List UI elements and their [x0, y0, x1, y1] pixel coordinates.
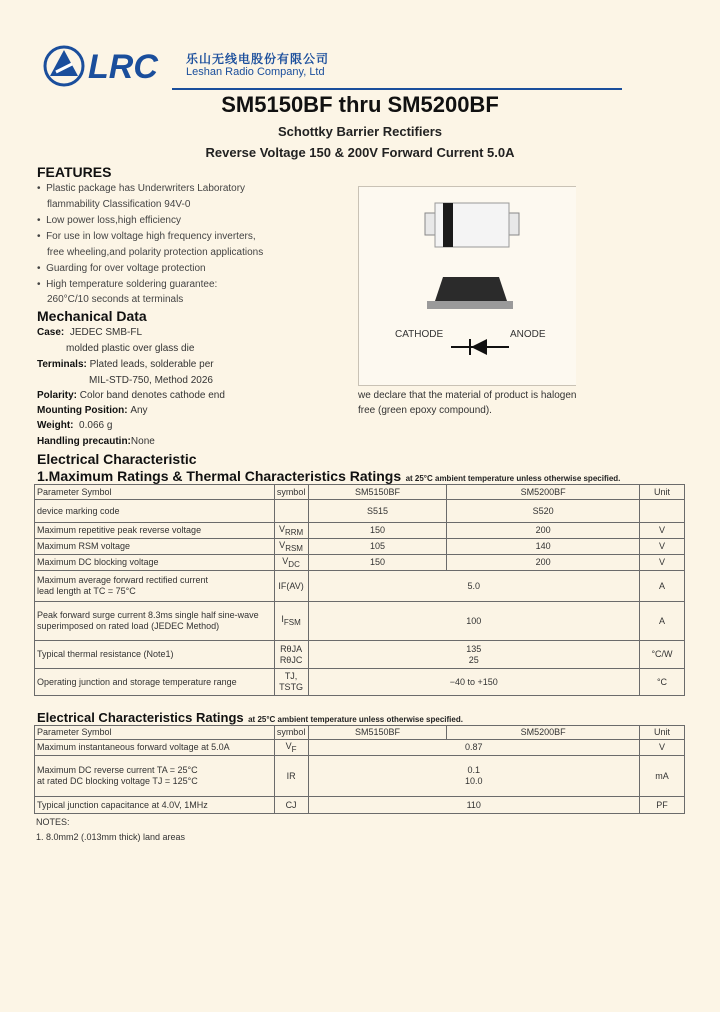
table-row: Maximum RSM voltage $V_{RSM}$ 105 140 V — [35, 539, 685, 555]
company-name-cn: 乐山无线电股份有限公司 — [186, 52, 330, 66]
notes-heading: NOTES: — [36, 817, 70, 827]
table-row: Maximum average forward rectified current lead length at TC = 75°C IF(AV) 5.0 A — [35, 571, 685, 602]
logo-text: LRC — [88, 48, 158, 86]
table-header-row: Parameter Symbol symbol SM5150BF SM5200BF Unit — [35, 726, 685, 740]
feature-item: • Guarding for over voltage protection — [37, 263, 206, 274]
note-1: 1. 8.0mm2 (.013mm thick) land areas — [36, 832, 186, 842]
package-drawing — [358, 186, 576, 386]
mech-weight: Weight: 0.066 g — [37, 420, 113, 431]
mech-handling: Handling precautin:None — [37, 436, 155, 447]
table1-heading: 1.Maximum Ratings & Thermal Characteristics Ratings at 25°C ambient temperature unless otherwise specified. — [37, 468, 621, 484]
page-subtitle-ratings: Reverse Voltage 150 & 200V Forward Current 5.0A — [205, 145, 515, 160]
electrical-ratings-table — [34, 725, 685, 814]
feature-item: • Low power loss,high efficiency — [37, 215, 181, 226]
table-row: Maximum instantaneous forward voltage at 5.0A $V_F$ 0.87 V — [35, 740, 685, 756]
feature-item: free wheeling,and polarity protection applications — [47, 247, 264, 258]
anode-label: ANODE — [510, 329, 546, 340]
header-rule — [172, 88, 622, 90]
feature-item: flammability Classification 94V-0 — [47, 199, 191, 210]
table-row: Maximum repetitive peak reverse voltage $V_{RRM}$ 150 200 V — [35, 523, 685, 539]
feature-item: • For use in low voltage high frequency inverters, — [37, 231, 256, 242]
feature-item: 260°C/10 seconds at terminals — [47, 294, 184, 305]
cathode-label: CATHODE — [395, 329, 444, 340]
table-row: Maximum DC blocking voltage $V_{DC}$ 150 200 V — [35, 555, 685, 571]
mech-terminals-detail: MIL-STD-750, Method 2026 — [89, 375, 213, 386]
page-title: SM5150BF thru SM5200BF — [221, 92, 499, 117]
mech-terminals: Terminals: Plated leads, solderable per — [37, 359, 214, 370]
smb-fl-package-icon — [359, 187, 576, 385]
halogen-free-note-cont: free (green epoxy compound). — [358, 405, 492, 416]
table2-heading: Electrical Characteristics Ratings at 25°C ambient temperature unless otherwise specified. — [37, 710, 463, 725]
page-subtitle: Schottky Barrier Rectifiers — [277, 124, 442, 139]
mech-mounting: Mounting Position: Any — [37, 405, 148, 416]
electrical-heading: Electrical Characteristic — [37, 451, 197, 467]
table-row: Maximum DC reverse current TA = 25°C at rated DC blocking voltage TJ = 125°C IR 0.1 10.0 mA — [35, 756, 685, 797]
feature-item: • High temperature soldering guarantee: — [37, 279, 218, 290]
table-row: Typical junction capacitance at 4.0V, 1MHz CJ 110 PF — [35, 797, 685, 814]
halogen-free-note: we declare that the material of product is halogen — [358, 390, 577, 401]
feature-item: • Plastic package has Underwriters Laboratory — [37, 183, 246, 194]
table-row: device marking code S515 S520 — [35, 500, 685, 523]
mech-polarity: Polarity: Color band denotes cathode end — [37, 390, 225, 401]
mech-case: Case: JEDEC SMB-FL — [37, 327, 143, 338]
table-row: Peak forward surge current 8.3ms single half sine-wave superimposed on rated load (JEDEC Method) $I_{FSM}$ 100 A — [35, 602, 685, 641]
company-name-en: Leshan Radio Company, Ltd — [186, 66, 325, 78]
table-row: Typical thermal resistance (Note1) RθJA RθJC 135 25 °C/W — [35, 641, 685, 669]
table-header-row: Parameter Symbol symbol SM5150BF SM5200BF Unit — [35, 485, 685, 500]
mech-case-detail: molded plastic over glass die — [66, 343, 195, 354]
mechanical-heading: Mechanical Data — [37, 308, 147, 324]
table-row: Operating junction and storage temperature range TJ, TSTG −40 to +150 °C — [35, 669, 685, 696]
lrc-logo — [42, 42, 192, 90]
features-heading: FEATURES — [37, 164, 112, 180]
max-ratings-table — [34, 484, 685, 696]
